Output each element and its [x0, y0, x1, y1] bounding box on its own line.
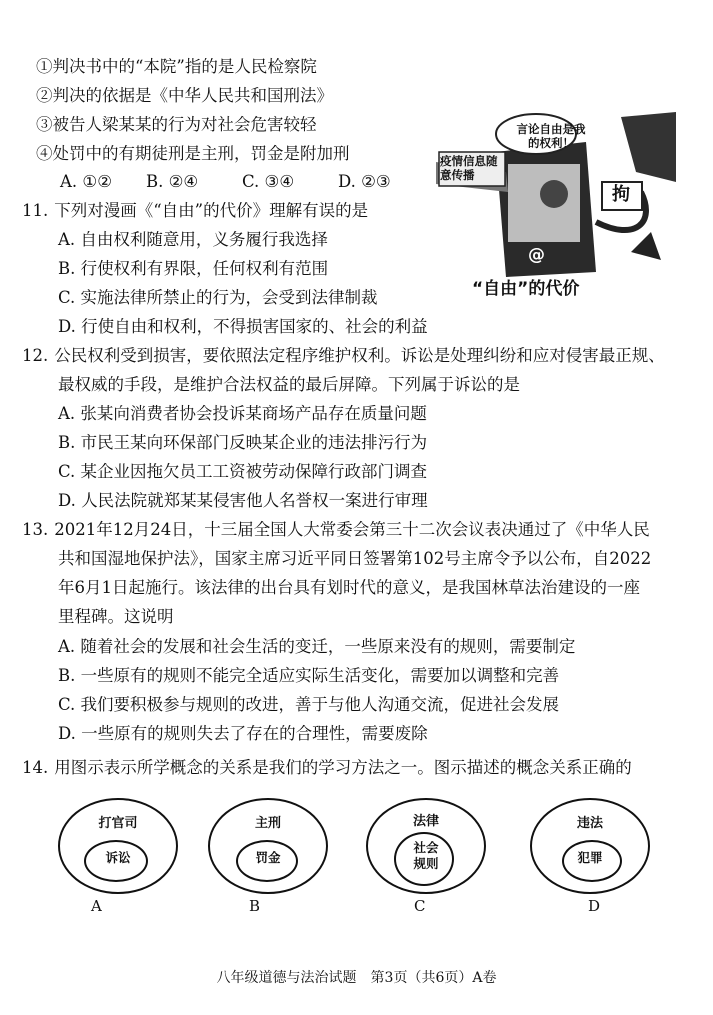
page-footer: 八年级道德与法治试题 第3页（共6页）A卷 — [216, 970, 497, 986]
at-symbol: @ — [528, 245, 545, 265]
speech-bubble-text: 言论自由是我的权利！ — [516, 122, 586, 150]
diagram-a-inner-label: 诉讼 — [105, 850, 131, 865]
diagram-c-inner-label-1: 社会 — [413, 840, 439, 855]
diagram-b — [208, 798, 328, 894]
q13-option-a: A. 随着社会的发展和社会生活的变迁，一些原来没有的规则，需要制定 — [58, 637, 576, 656]
diagram-a-outer-label: 打官司 — [98, 816, 138, 831]
hand-shape — [540, 180, 568, 208]
q10-option-4: ④处罚中的有期徒刑是主刑，罚金是附加刑 — [36, 144, 350, 163]
diagram-d — [530, 798, 650, 894]
q11-option-a: A. 自由权利随意用，义务履行我选择 — [58, 230, 328, 249]
q14-stem: 14. 用图示表示所学概念的关系是我们的学习方法之一。图示描述的概念关系正确的 — [22, 758, 632, 777]
q10-choice-d: D. ②③ — [338, 172, 391, 191]
q13-stem-line-2: 共和国湿地保护法》，国家主席习近平同日签署第102号主席令予以公布，自2022 — [58, 549, 652, 568]
q10-choice-a: A. ①② — [60, 172, 112, 191]
q12-option-a: A. 张某向消费者协会投诉某商场产品存在质量问题 — [58, 404, 427, 423]
diagram-d-inner-label: 犯罪 — [577, 850, 603, 865]
diagram-c-outer-label: 法律 — [412, 814, 439, 829]
q12-stem-line-2: 最权威的手段，是维护合法权益的最后屏障。下列属于诉讼的是 — [58, 375, 520, 394]
q10-option-2: ②判决的依据是《中华人民共和国刑法》 — [36, 86, 333, 105]
q13-stem-line-3: 年6月1日起施行。该法律的出台具有划时代的意义，是我国林草法治建设的一座 — [58, 578, 640, 597]
diagram-c-inner-label-2: 规则 — [413, 856, 439, 871]
q13-stem-line-1: 13. 2021年12月24日，十三届全国人大常委会第三十二次会议表决通过了《中华人民 — [22, 520, 650, 539]
q12-option-c: C. 某企业因拖欠员工工资被劳动保障行政部门调查 — [58, 462, 428, 481]
diagram-c-letter: C — [414, 897, 426, 915]
q10-option-1: ①判决书中的“本院”指的是人民检察院 — [36, 57, 317, 76]
stamp-text: 拘 — [612, 184, 630, 205]
q10-choice-c: C. ③④ — [242, 172, 295, 191]
diagram-b-letter: B — [249, 897, 261, 915]
diagram-d-letter: D — [588, 897, 601, 915]
q11-option-c: C. 实施法律所禁止的行为，会受到法律制裁 — [58, 288, 378, 307]
q13-stem-line-4: 里程碑。这说明 — [58, 607, 174, 626]
diagram-c — [366, 798, 486, 894]
q10-choice-b: B. ②④ — [146, 172, 199, 191]
q12-stem-line-1: 12. 公民权利受到损害，要依照法定程序维护权利。诉讼是处理纠纷和应对侵害最正规、 — [22, 346, 665, 365]
q12-option-b: B. 市民王某向环保部门反映某企业的违法排污行为 — [58, 433, 428, 452]
q13-option-b: B. 一些原有的规则不能完全适应实际生活变化，需要加以调整和完善 — [58, 666, 560, 685]
q13-option-c: C. 我们要积极参与规则的改进，善于与他人沟通交流，促进社会发展 — [58, 695, 560, 714]
diagram-b-inner-label: 罚金 — [255, 850, 281, 865]
q13-option-d: D. 一些原有的规则失去了存在的合理性，需要废除 — [58, 724, 428, 743]
cartoon-caption: “自由”的代价 — [472, 279, 580, 299]
sign-text: 疫情信息随意传播 — [440, 154, 498, 182]
q11-stem: 11. 下列对漫画《“自由”的代价》理解有误的是 — [22, 201, 369, 220]
q10-option-3: ③被告人梁某某的行为对社会危害较轻 — [36, 115, 317, 134]
diagram-a — [58, 798, 178, 894]
q11-option-d: D. 行使自由和权利，不得损害国家的、社会的利益 — [58, 317, 428, 336]
diagram-d-outer-label: 违法 — [576, 816, 603, 831]
diagram-a-letter: A — [91, 897, 102, 915]
diagram-b-outer-label: 主刑 — [254, 816, 281, 831]
q12-option-d: D. 人民法院就郑某某侵害他人名誉权一案进行审理 — [58, 491, 428, 510]
q11-option-b: B. 行使权利有界限，任何权利有范围 — [58, 259, 329, 278]
